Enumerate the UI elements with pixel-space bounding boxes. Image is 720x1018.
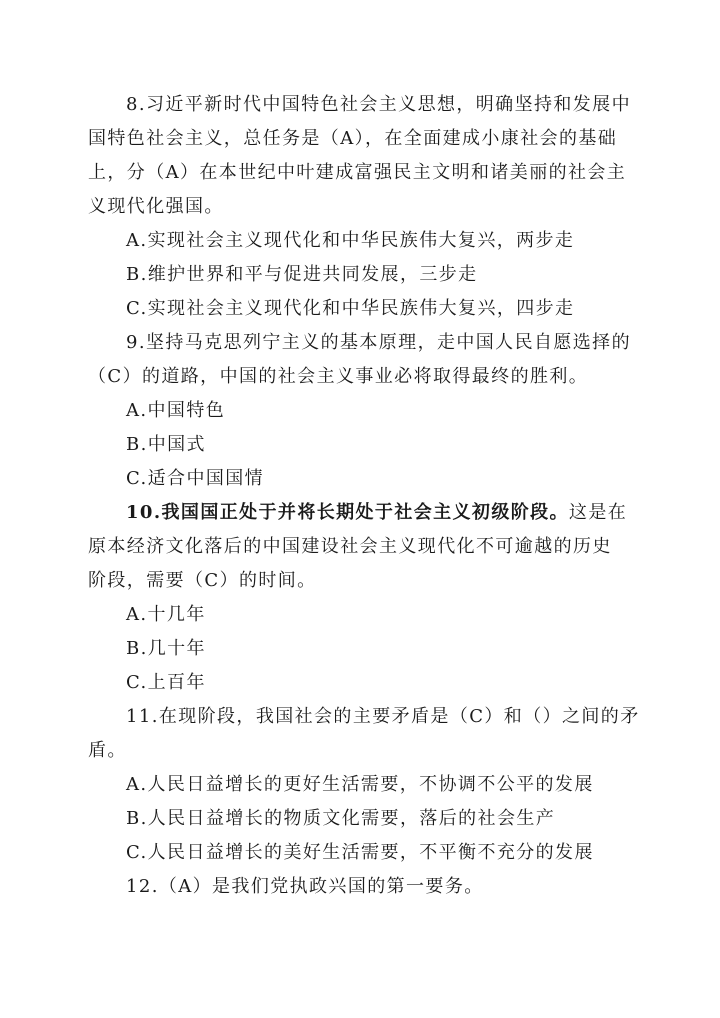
question-10 bbox=[88, 496, 636, 700]
question-10-line-1 bbox=[88, 496, 636, 530]
question-11-option-c: C.人民日益增长的美好生活需要，不平衡不充分的发展 bbox=[126, 842, 594, 863]
question-9-line-2: （C）的道路，中国的社会主义事业必将取得最终的胜利。 bbox=[88, 366, 589, 387]
question-11 bbox=[88, 700, 640, 870]
question-10-bold-lead: 10.我国国正处于并将长期处于社会主义初级阶段。 bbox=[126, 502, 569, 523]
question-9-option-c: C.适合中国国情 bbox=[126, 468, 265, 489]
question-10-lead-rest: 这是在 bbox=[568, 502, 628, 523]
question-10-option-a: A.十几年 bbox=[126, 604, 206, 625]
question-11-option-b: B.人民日益增长的物质文化需要，落后的社会生产 bbox=[126, 808, 556, 829]
question-10-option-c: C.上百年 bbox=[126, 672, 206, 693]
question-10-line-2: 原本经济文化落后的中国建设社会主义现代化不可逾越的历史 bbox=[88, 536, 612, 557]
question-8-option-a: A.实现社会主义现代化和中华民族伟大复兴，两步走 bbox=[126, 230, 575, 251]
question-10-option-b: B.几十年 bbox=[126, 638, 206, 659]
question-11-line-2: 盾。 bbox=[88, 740, 127, 761]
question-11-line-1: 11.在现阶段，我国社会的主要矛盾是（C）和（）之间的矛 bbox=[126, 706, 640, 727]
question-12-line-1: 12.（A）是我们党执政兴国的第一要务。 bbox=[126, 876, 484, 897]
question-8-option-b: B.维护世界和平与促进共同发展，三步走 bbox=[126, 264, 478, 285]
question-9-option-a: A.中国特色 bbox=[126, 400, 226, 421]
question-9-option-b: B.中国式 bbox=[126, 434, 206, 455]
question-8-line-4: 义现代化强国。 bbox=[88, 196, 224, 217]
question-12 bbox=[88, 870, 636, 904]
question-9-line-1: 9.坚持马克思列宁主义的基本原理，走中国人民自愿选择的 bbox=[126, 332, 631, 353]
question-list bbox=[88, 88, 640, 904]
question-8-line-1: 8.习近平新时代中国特色社会主义思想，明确坚持和发展中 bbox=[126, 94, 631, 115]
question-9 bbox=[88, 326, 636, 496]
question-11-option-a: A.人民日益增长的更好生活需要，不协调不公平的发展 bbox=[126, 774, 594, 795]
question-8-line-2: 国特色社会主义，总任务是（A），在全面建成小康社会的基础 bbox=[88, 128, 618, 149]
question-8 bbox=[88, 88, 636, 326]
question-10-line-3: 阶段，需要（C）的时间。 bbox=[88, 570, 317, 591]
question-8-line-3: 上，分（A）在本世纪中叶建成富强民主文明和诸美丽的社会主 bbox=[88, 162, 627, 183]
question-8-option-c: C.实现社会主义现代化和中华民族伟大复兴，四步走 bbox=[126, 298, 575, 319]
